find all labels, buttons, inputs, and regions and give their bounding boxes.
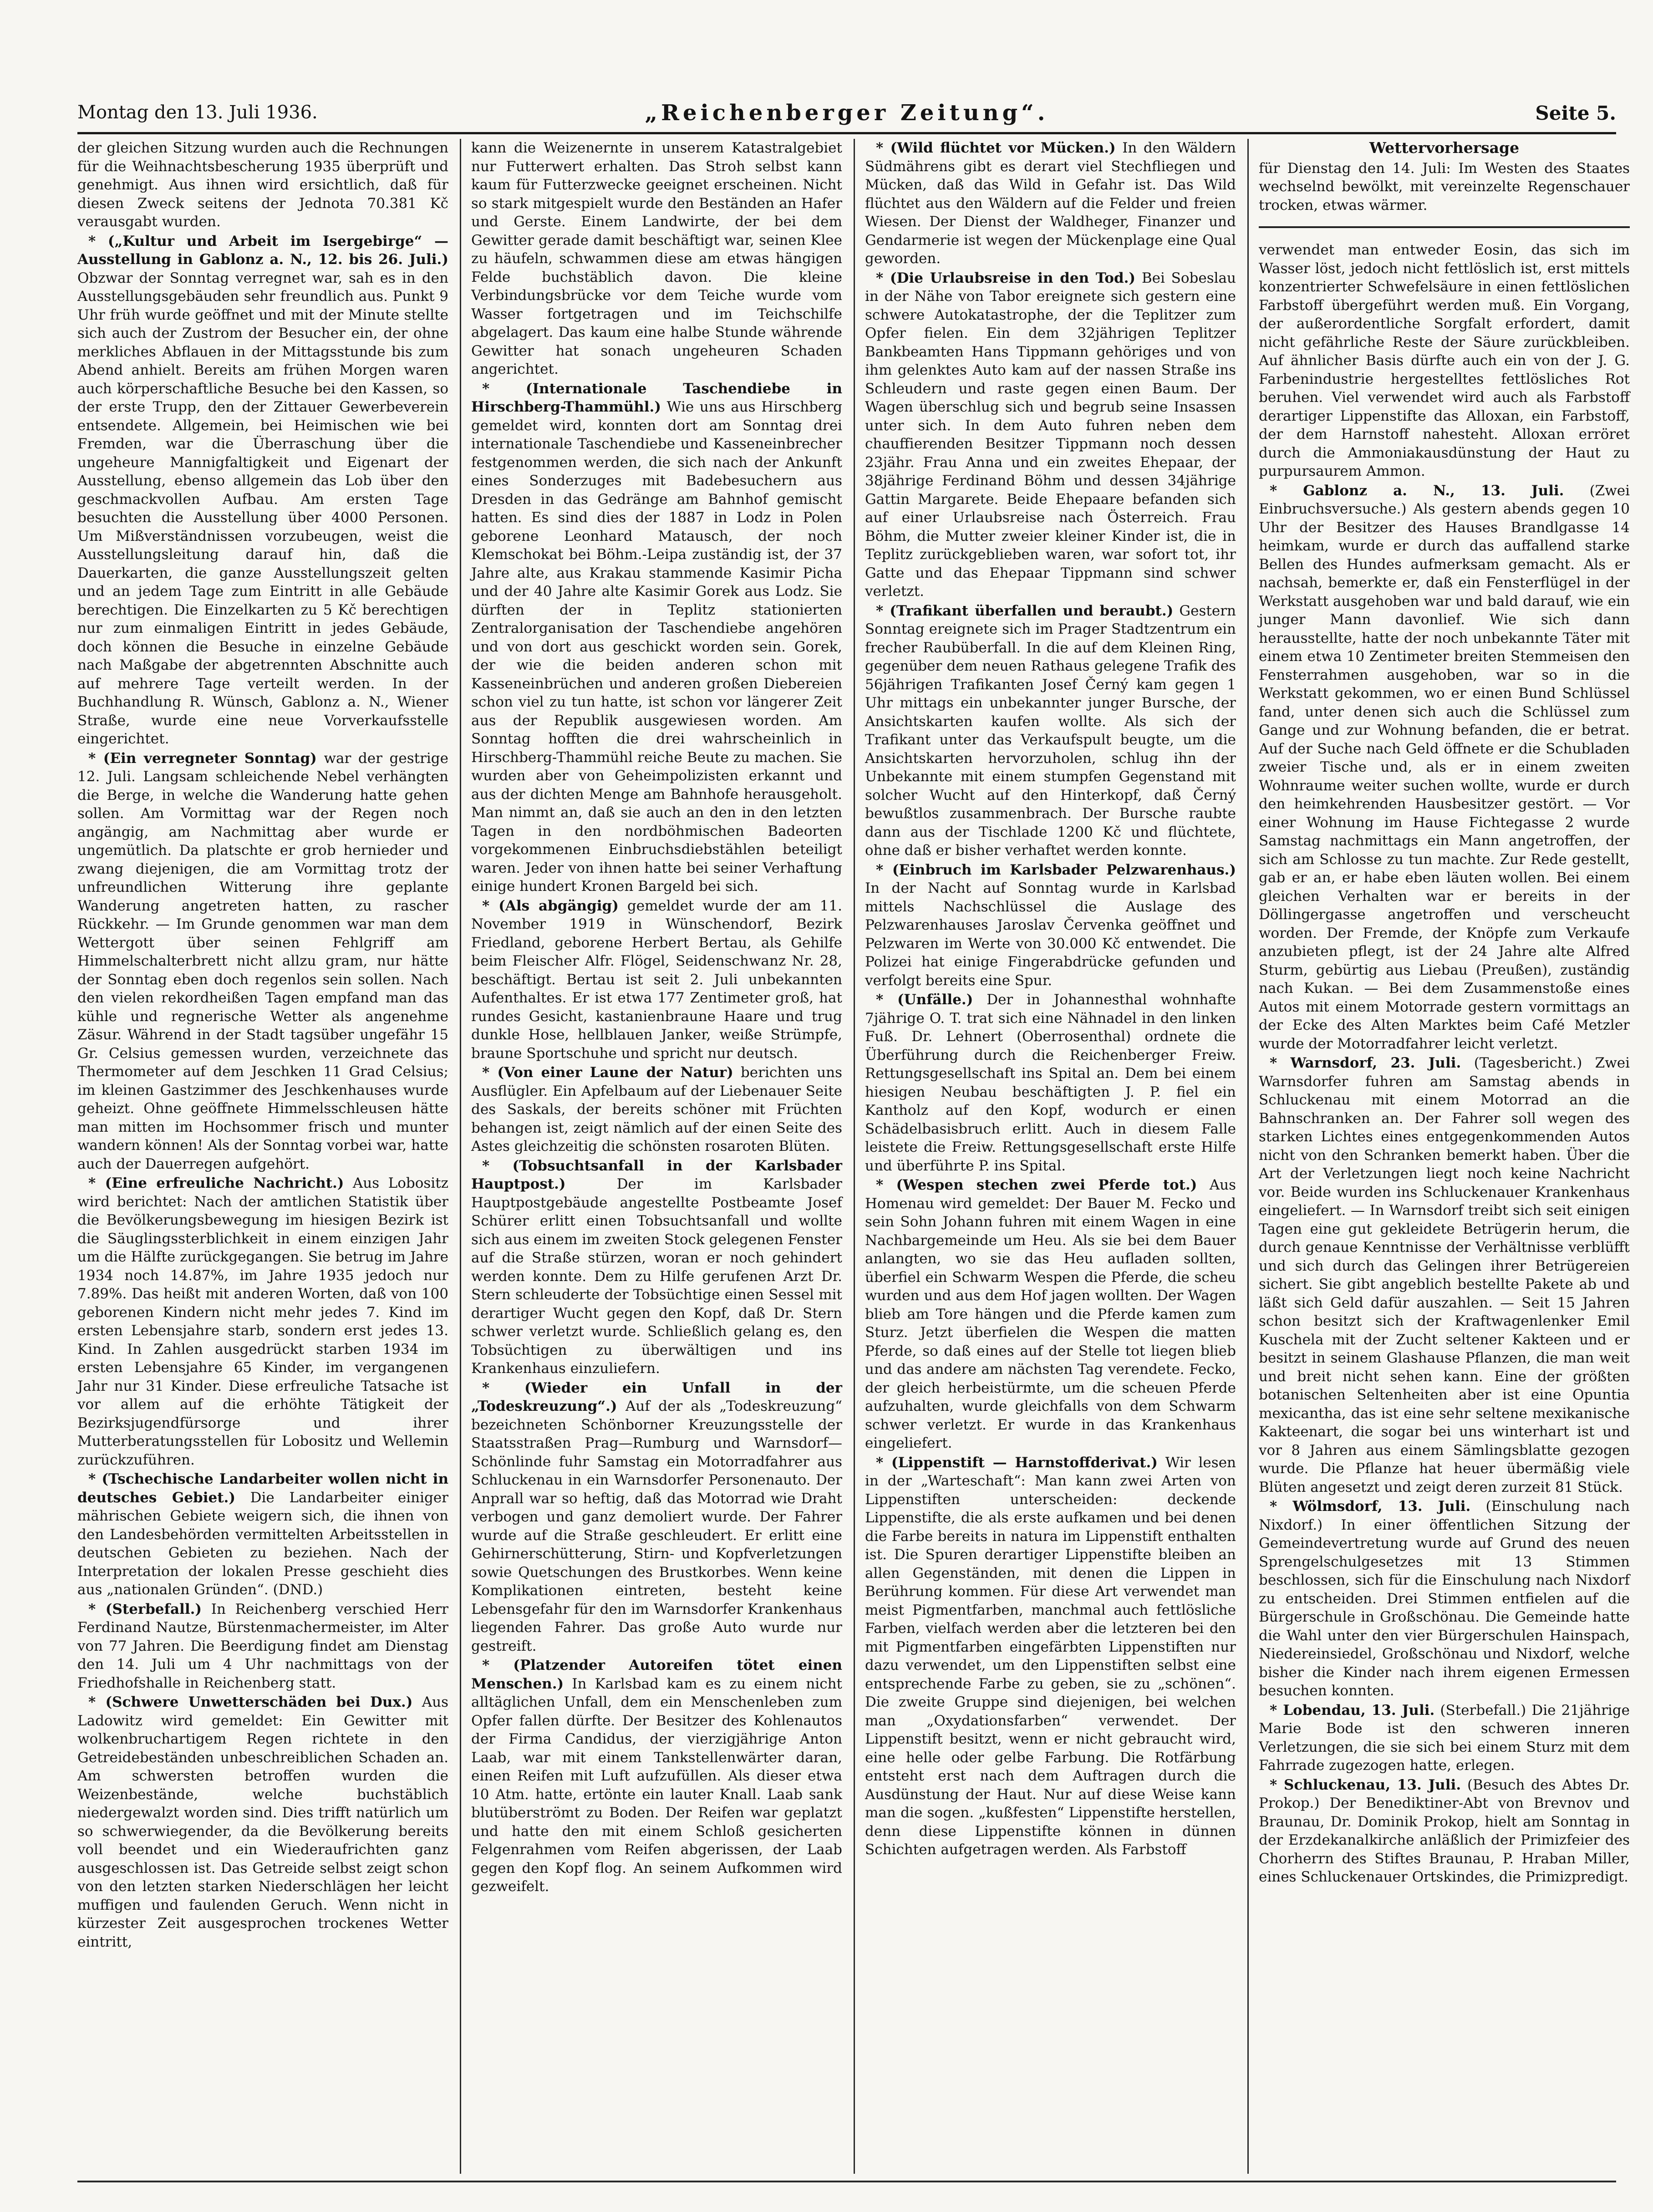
article: [1259, 1776, 1630, 1887]
issue-date: Montag den 13. Juli 1936.: [77, 102, 318, 123]
article-body: (Tagesbericht.) Zwei Warnsdorfer fuhren am Samstag abends in Schluckenau mit einem Motorrad an die Bahnschranken an. Der Fahrer soll wegen des starken Lichtes eines entgegenkommenden Autos nicht von den Schranken bemerkt haben. Über die Art der Verletzungen liegt noch keine Nachricht vor. Beide wurden ins Schluckenauer Krankenhaus eingeliefert. — In Warnsdorf treibt sich seit einigen Tagen eine gut gekleidete Betrügerin herum, die durch genaue Kenntnisse der Verhältnisse verblüfft und sich durch das Gelingen ihrer Betrügereien sichert. Sie gibt angeblich bestellte Pakete ab und läßt sich Geld dafür auszahlen. — Seit 15 Jahren schon besitzt sich der Kraftwagenlenker Emil Kuschela mit der Zucht seltener Kakteen und er besitzt in seinem Glashause Pflanzen, die man weit und breit nicht sehen kann. Eine der größten botanischen Seltenheiten aber ist eine Opuntia mexicantha, das ist eine sehr seltene mexikanische Kakteenart, die sogar bei uns winterhart ist und vor 8 Jahren aus einem Sämlingsblatte gezogen wurde. Die Pflanze hat heuer übermäßig viele Blüten angesetzt und zeigt deren zurzeit 81 Stück.: [1259, 1055, 1630, 1495]
article: [77, 232, 448, 748]
article-body: Aus Lobositz wird berichtet: Nach der amtlichen Statistik über die Bevölkerungsbewegung im hiesigen Bezirk ist die Säuglingssterblichkeit in einem einzigen Jahr um die Hälfte zurückgegangen. Sie betrug im Jahre 1934 noch 14.87%, im Jahre 1935 jedoch nur 7.89%. Das heißt mit anderen Worten, daß von 100 geborenen Kindern nicht mehr jedes 7. Kind im ersten Lebensjahre starb, sondern erst jedes 13. Kind. In Zahlen ausgedrückt starben 1934 im ersten Lebensjahre 65 Kinder, im vergangenen Jahr nur 31 Kinder. Diese erfreuliche Tatsache ist vor allem auf die erhöhte Tätigkeit der Bezirksjugendfürsorge und ihrer Mutterberatungsstellen für Lobositz und Wellemin zurückzuführen.: [77, 1175, 448, 1468]
article-body: In Karlsbad kam es zu einem nicht alltäglichen Unfall, dem ein Menschenleben zum Opfer fallen dürfte. Der Besitzer des Kohlenautos der Firma Candidus, der vierzigjährige Anton Laab, war mit einem Tankstellenwärter daran, einen Reifen mit Luft aufzufüllen. Als dieser etwa 10 Atm. hatte, ertönte ein lauter Knall. Laab sank blutüberströmt zu Boden. Der Reifen war geplatzt und hatte den mit einem Schloß gesicherten Felgenrahmen vom Reifen abgerissen, der Laab gegen den Kopf flog. An seinem Aufkommen wird gezweifelt.: [471, 1675, 842, 1895]
article-body: der gleichen Sitzung wurden auch die Rechnungen für die Weihnachtsbescherung 1935 überprüft und genehmigt. Aus ihnen wird ersichtlich, daß für diesen Zweck seitens der Jednota 70.381 Kč verausgabt wurden.: [77, 140, 448, 230]
article: [471, 1656, 842, 1896]
article: [865, 269, 1236, 601]
article-body: kann die Weizenernte in unserem Katastralgebiet nur Futterwert erhalten. Das Stroh selbst kann kaum für Futterzwecke geeignet erscheinen. Nicht so stark mitgespielt wurde den Beständen an Hafer und Gerste. Einem Landwirte, der bei dem Gewitter gerade damit beschäftigt war, seinen Klee zu häufeln, schwammen diese am etwas hängigen Felde buchstäblich davon. Die kleine Verbindungsbrücke vor dem Teiche wurde vom Wasser fortgetragen und im Teichschilfe abgelagert. Das kaum eine halbe Stunde währende Gewitter hat sonach ungeheuren Schaden angerichtet.: [471, 140, 842, 377]
article-headline: * (Von einer Laune der Natur): [482, 1064, 733, 1081]
column-2: [471, 139, 842, 2174]
article-headline: * (Wild flüchtet vor Mücken.): [876, 140, 1116, 156]
weather-forecast-text: für Dienstag den 14. Juli: Im Westen des Staates wechselnd bewölkt, mit vereinzelte Regenschauer trocken, etwas wärmer.: [1259, 160, 1630, 214]
article: [865, 139, 1236, 268]
article-body: Wir lesen in der „Warteschaft“: Man kann zwei Arten von Lippenstiften unterscheiden: deckende Lippenstifte, die als erste aufkamen und bei denen die Farbe bereits in natura im Lippenstift enthalten ist. Die Spuren derartiger Lippenstifte bleiben an allen Gegenständen, mit denen die Lippen in Berührung kommen. Für diese Art verwendet man meist Pigmentfarben, manchmal auch fettlösliche Farben, vielfach werden aber die letzteren bei den mit Pigmentfarben eingefärbten Lippenstiften nur dazu verwendet, um den Lippenstiften selbst eine entsprechende Farbe zu geben, sie zu „schönen“. Die zweite Gruppe sind diejenigen, bei welchen man „Oxydationsfarben“ verwendet. Der Lippenstift besitzt, wenn er nicht gebraucht wird, eine helle oder gelbe Farbung. Die Rotfärbung entsteht erst nach dem Auftragen durch die Ausdünstung der Haut. Nur auf diese Weise kann man die sogen. „kußfesten“ Lippenstifte herstellen, denn diese Lippenstifte können in dünnen Schichten aufgetragen werden. Als Farbstoff: [865, 1454, 1236, 1858]
article: [77, 1470, 448, 1599]
article-headline: * (Platzender Autoreifen tötet einen Menschen.): [471, 1657, 842, 1692]
article-headline: * (Die Urlaubsreise in den Tod.): [876, 270, 1136, 286]
article-headline: * (Sterbefall.): [88, 1601, 202, 1617]
article-headline: * Warnsdorf, 23. Juli.: [1270, 1055, 1461, 1071]
article-body: Bei Sobeslau in der Nähe von Tabor ereignete sich gestern eine schwere Autokatastrophe, der die Teplitzer zum Opfer fielen. Ein dem 32jährigen Teplitzer Bankbeamten Hans Tippmann gehöriges und von ihm gelenktes Auto kam auf der nassen Straße ins Schleudern und raste gegen einen Baum. Der Wagen überschlug sich und begrub seine Insassen unter sich. In dem Auto fuhren neben dem chauffierenden Besitzer Tippmann noch dessen 23jähr. Frau Anna und ein zweites Ehepaar, der 38jährige Ferdinand Böhm und dessen 34jährige Gattin Margarete. Beide Ehepaare befanden sich auf einer Urlaubsreise nach Österreich. Frau Böhm, die Mutter zweier kleiner Kinder ist, die in Teplitz zurückgeblieben waren, war sofort tot, ihr Gatte und das Ehepaar Tippmann sind schwer verletzt.: [865, 270, 1236, 600]
column-4: [1259, 139, 1630, 2174]
article-body: (Zwei Einbruchsversuche.) Als gestern abends gegen 10 Uhr der Besitzer des Hauses Brandlgasse 14 heimkam, wurde er durch das auffallend starke Bellen des Hundes aufmerksam gemacht. Als er nachsah, bemerkte er, daß ein Fensterflügel in der Werkstatt ausgehoben war und bald darauf, wie ein junger Mann davonlief. Wie sich dann herausstellte, hatte der noch unbekannte Täter mit einem etwa 10 Zentimeter breiten Stemmeisen den Fensterrahmen ausgehoben, war so in die Werkstatt gekommen, wo er einen Bund Schlüssel fand, unter denen sich auch die Schlüssel zum Gange und zur Wohnung befanden, die er betrat. Auf der Suche nach Geld öffnete er die Schubladen zweier Tische und, als er in einem zweiten Wohnraume weiter suchen wollte, wurde er durch den heimkehrenden Hausbesitzer gestört. — Vor einer Wohnung im Hause Fichtegasse 2 wurde Samstag nachmittags ein Mann angetroffen, der sich am Schlosse zu tun machte. Zur Rede gestellt, gab er an, er habe eben läuten wollen. Bei einem gleichen Verhalten war er bereits in der Döllingergasse angetroffen und verscheucht worden. Der Fremde, der Knöpfe zum Verkaufe anzubieten pflegt, ist der 24 Jahre alte Alfred Sturm, gebürtig aus Liebau (Preußen), zuständig nach Kukan. — Bei dem Zusammenstoße eines Autos mit einem Motorrade gestern vormittags an der Ecke des Alten Marktes beim Café Metzler wurde der Motorradfahrer leicht verletzt.: [1259, 482, 1630, 1052]
article-body: Der in Johannesthal wohnhafte 7jährige O. T. trat sich eine Nähnadel in den linken Fuß. Dr. Lehnert (Oberrosenthal) ordnete die Überführung durch die Reichenberger Freiw. Rettungsgesellschaft ins Spital an. Dem bei einem hiesigen Neubau beschäftigten J. P. fiel ein Kantholz auf den Kopf, wodurch er einen Schädelbasisbruch erlitt. Auch in diesem Falle leistete die Freiw. Rettungsgesellschaft erste Hilfe und überführte P. ins Spital.: [865, 992, 1236, 1174]
bottom-rule: [77, 2181, 1616, 2182]
article: [865, 991, 1236, 1175]
article-body: (Einschulung nach Nixdorf.) In einer öffentlichen Sitzung der Gemeindevertretung wurde auf Grund des neuen Sprengelschulgesetzes mit 13 Stimmen beschlossen, sich für die Einschulung nach Nixdorf zu entscheiden. Drei Stimmen entfielen auf die Bürgerschule in Großschönau. Die Gemeinde hatte die Wahl unter den vier Bürgerschulen Hainspach, Niedereinsiedel, Großschönau und Nixdorf, welche bisher die Kinder nach ihrem eigenen Ermessen besuchen konnten.: [1259, 1498, 1630, 1699]
article: [1259, 482, 1630, 1053]
running-head: [77, 100, 1616, 134]
article-headline: * (Einbruch im Karlsbader Pelzwarenhaus.): [876, 861, 1236, 878]
article: [471, 380, 842, 896]
article-headline: * (Internationale Taschendiebe in Hirschberg-Thammühl.): [471, 380, 842, 415]
article-headline: * (Ein verregneter Sonntag): [88, 750, 317, 767]
article-headline: * Wölmsdorf, 13. Juli.: [1270, 1498, 1471, 1515]
article-headline: * (Lippenstift — Harnstoffderivat.): [876, 1454, 1158, 1471]
article-headline: * (Eine erfreuliche Nachricht.): [88, 1175, 344, 1191]
article: [1259, 1701, 1630, 1775]
article: [865, 1454, 1236, 1859]
column-rule: [854, 139, 855, 2174]
article-headline: * Gablonz a. N., 13. Juli.: [1270, 482, 1564, 499]
article-body: Die Landarbeiter einiger mährischen Gebiete weigern sich, die ihnen von den Landesbehörden vermittelten Arbeitsstellen in deutschen Gebieten zu beziehen. Nach der Interpretation der lokalen Presse geschieht dies aus „nationalen Gründen“. (DND.): [77, 1489, 448, 1598]
article: [1259, 1497, 1630, 1700]
article-headline: * Lobendau, 13. Juli.: [1270, 1702, 1435, 1719]
article: [1259, 1054, 1630, 1496]
article: [471, 139, 842, 379]
article-body: verwendet man entweder Eosin, das sich im Wasser löst, jedoch nicht fettlöslich ist, erst mittels konzentrierter Schwefelsäure in einen fettlöslichen Farbstoff übergeführt werden muß. Ein Vorgang, der außerordentliche Sorgfalt erfordert, damit nicht gefährliche Reste der Säure zurückbleiben. Auf ähnlicher Basis dürfte auch ein von der J. G. Farbenindustrie hergestelltes fettlösliches Rot beruhen. Viel verwendet wird auch als Farbstoff derartiger Lippenstifte das Alloxan, ein Farbstoff, der dem Harnstoff nahesteht. Alloxan erröret durch die Ammoniakausdünstung der Haut zu purpursaurem Ammon.: [1259, 242, 1630, 479]
column-1: [77, 139, 448, 2174]
article-headline: * (Als abgängig): [482, 897, 619, 914]
article-columns: [77, 139, 1630, 2174]
article: [471, 1379, 842, 1656]
article: [77, 139, 448, 231]
article-body: Gestern Sonntag ereignete sich im Prager Stadtzentrum ein frecher Raubüberfall. In die auf dem Kleinen Ring, gegenüber dem neuen Rathaus gelegene Trafik des 56jährigen Trafikanten Josef Černý kam gegen 1 Uhr mittags ein unbekannter junger Bursche, der Ansichtskarten kaufen wollte. Als sich der Trafikant unter das Verkaufspult beugte, um die Ansichtskarten hervorzuholen, schlug ihn der Unbekannte mit einem stumpfen Gegenstand mit solcher Wucht auf den Hinterkopf, daß Černý bewußtlos zusammenbrach. Der Bursche raubte dann aus der Tischlade 1200 Kč und flüchtete, ohne daß er bisher verhaftet werden konnte.: [865, 602, 1236, 859]
article: [865, 861, 1236, 990]
article-headline: * (Wieder ein Unfall in der „Todeskreuzung“.): [471, 1379, 842, 1414]
article-body: war der gestrige 12. Juli. Langsam schleichende Nebel verhängten die Berge, in welche die Wanderung hatte gehen sollen. Am Vormittag war der Regen noch angängig, am Nachmittag aber wurde er ungemütlich. Da platschte er grob hernieder und zwang diejenigen, die am Vormittag trotz der unfreundlichen Witterung ihre geplante Wanderung angetreten hatten, zu rascher Rückkehr. — Im Grunde genommen war man dem Wettergott über seinen Fehlgriff am Himmelschalterbrett nicht allzu gram, nur hätte der Sonntag eben doch regenlos sein sollen. Nach den vielen rekordheißen Tagen empfand man das kühle und regnerische Wetter als angenehme Zäsur. Während in der Stadt tagsüber ungefähr 15 Gr. Celsius gemessen wurden, verzeichnete das Thermometer auf dem Jeschken 11 Grad Celsius; im kleinen Gastzimmer des Jeschkenhauses wurde geheizt. Ohne geöffnete Himmelsschleusen hätte man mitten im Hochsommer frisch und munter wandern können! Als der Sonntag vorbei war, hatte auch der Dauerregen aufgehört.: [77, 750, 448, 1172]
article-body: gemeldet wurde der am 11. November 1919 in Wünschendorf, Bezirk Friedland, geborene Herbert Bertau, als Gehilfe beim Fleischer Alfr. Flögel, Seidenschwanz Nr. 28, beschäftigt. Bertau ist seit 2. Juli unbekannten Aufenthaltes. Er ist etwa 177 Zentimeter groß, hat rundes Gesicht, kastanienbraune Haare und trug dunkle Hose, hellblauen Janker, weiße Strümpfe, braune Sportschuhe und spricht nur deutsch.: [471, 897, 843, 1062]
article-body: Auf der als „Todeskreuzung“ bezeichneten Schönborner Kreuzungsstelle der Staatsstraßen Prag—Rumburg und Warnsdorf—Schönlinde fuhr Samstag ein Motorradfahrer aus Schluckenau in ein Warnsdorfer Personenauto. Der Anprall war so heftig, daß das Motorrad wie Draht verbogen und ganz demoliert wurde. Der Fahrer wurde auf die Straße geschleudert. Er erlitt eine Gehirnerschütterung, Stirn- und Kopfverletzungen sowie Quetschungen des Brustkorbes. Wenn keine Komplikationen eintreten, besteht keine Lebensgefahr für den im Warnsdorfer Krankenhaus liegenden Fahrer. Das große Auto wurde nur gestreift.: [471, 1398, 843, 1654]
article-headline: * (Trafikant überfallen und beraubt.): [876, 602, 1174, 619]
article-headline: * (Wespen stechen zwei Pferde tot.): [876, 1177, 1197, 1193]
article-body: Obzwar der Sonntag verregnet war, sah es in den Ausstellungsgebäuden sehr freundlich aus. Punkt 9 Uhr früh wurde geöffnet und mit der Minute stellte sich auch der Zustrom der Besucher ein, der ohne merkliches Abflauen in der Mittagsstunde bis zum Abend anhielt. Bereits am frühen Morgen waren auch körperschaftliche Besuche bei den Kassen, so der erste Trupp, den der Zittauer Gewerbeverein entsendete. Allgemein, bei Heimischen wie bei Fremden, war die Überraschung über die ungeheure Mannigfaltigkeit und Eigenart der Ausstellung, ebenso allgemein das Lob über den geschmackvollen Aufbau. Am ersten Tage besuchten die Ausstellung über 4000 Personen. Um Mißverständnissen vorzubeugen, weist die Ausstellungsleitung darauf hin, daß die Dauerkarten, die ganze Ausstellungszeit gelten und an jedem Tage zum Eintritt in alle Gebäude berechtigen. Die Einzelkarten zu 5 Kč berechtigen nur zum einmaligen Eintritt in jedes Gebäude, doch können die Besuche in einzelne Gebäude nach Maßgabe der abgetrennten Abschnitte auch auf mehrere Tage verteilt werden. In der Buchhandlung R. Wünsch, Gablonz a. N., Wiener Straße, wurde eine neue Vorverkaufsstelle eingerichtet.: [77, 270, 448, 747]
article-body: In Reichenberg verschied Herr Ferdinand Nautze, Bürstenmachermeister, im Alter von 77 Jahren. Die Beerdigung findet am Dienstag den 14. Juli um 4 Uhr nachmittags von der Friedhofshalle in Reichenberg statt.: [77, 1601, 448, 1691]
article-body: (Besuch des Abtes Dr. Prokop.) Der Benediktiner-Abt von Brevnov und Braunau, Dr. Dominik Prokop, hielt am Sonntag in der Erzdekanalkirche anläßlich der Primizfeier des Chorherrn des Stiftes Braunau, P. Hraban Miller, eines Schluckenauer Ortskindes, die Primizpredigt.: [1259, 1776, 1630, 1885]
column-rule: [460, 139, 461, 2174]
article: [77, 1600, 448, 1693]
column-3: [865, 139, 1236, 2174]
article-body: In der Nacht auf Sonntag wurde in Karlsbad mittels Nachschlüssel die Auslage des Pelzwarenhauses Jaroslav Červenka geöffnet und Pelzwaren im Werte von 30.000 Kč entwendet. Die Polizei hat einige Fingerabdrücke gefunden und verfolgt bereits eine Spur.: [865, 880, 1236, 989]
article: [865, 602, 1236, 860]
article-headline: * Schluckenau, 13. Juli.: [1270, 1776, 1461, 1793]
article: [471, 1157, 842, 1378]
weather-forecast-title: Wettervorhersage: [1369, 139, 1520, 157]
article-headline: * (Schwere Unwetterschäden bei Dux.): [88, 1694, 413, 1710]
column-rule: [1247, 139, 1249, 2174]
article-body: berichten uns Ausflügler. Ein Apfelbaum auf der Liebenauer Seite des Saskals, der bereits schöner mit Früchten behangen ist, zeigt nämlich auf der einen Seite des Astes gleichzeitig die schönsten rosaroten Blüten.: [471, 1064, 843, 1154]
newspaper-title: „Reichenberger Zeitung“.: [645, 100, 1049, 126]
article: [77, 1174, 448, 1469]
weather-forecast: [1259, 139, 1630, 228]
article: [1259, 241, 1630, 481]
article-body: Aus Ladowitz wird gemeldet: Ein Gewitter mit wolkenbruchartigem Regen richtete in den Getreidebeständen unbeschreiblichen Schaden an. Am schwersten betroffen wurden die Weizenbestände, welche buchstäblich niedergewalzt worden sind. Dies trifft natürlich um so schwerwiegender, da die Bevölkerung bereits voll beendet und ein Wiederaufrichten ganz ausgeschlossen ist. Das Getreide selbst zeigt schon von den letzten starken Niederschlägen her leicht muffigen und faulenden Geruch. Wenn nicht in kürzester Zeit ausgesprochen trockenes Wetter eintritt,: [77, 1694, 449, 1950]
page-number: Seite 5.: [1535, 102, 1616, 124]
article: [865, 1176, 1236, 1453]
article: [77, 1693, 448, 1951]
article-body: (Sterbefall.) Die 21jährige Marie Bode ist den schweren inneren Verletzungen, die sie sich bei einem Sturz mit dem Fahrrade zugezogen hatte, erlegen.: [1259, 1702, 1630, 1774]
article: [471, 897, 842, 1063]
article-body: In den Wäldern Südmährens gibt es derart viel Stechfliegen und Mücken, daß das Wild in Gefahr ist. Das Wild flüchtet aus den Wäldern auf die Felder und freien Wiesen. Der Dienst der Waldheger, Finanzer und Gendarmerie ist wegen der Mückenplage eine Qual geworden.: [865, 140, 1236, 267]
article-headline: * (Tschechische Landarbeiter wollen nicht in deutsches Gebiet.): [77, 1471, 448, 1506]
article-body: Der im Karlsbader Hauptpostgebäude angestellte Postbeamte Josef Schürer erlitt einen Tobsuchtsanfall und wollte sich aus einem im zweiten Stock gelegenen Fenster auf die Straße stürzen, woran er noch gehindert werden konnte. Dem zu Hilfe gerufenen Arzt Dr. Stern schleuderte der Tobsüchtige einen Sessel mit derartiger Wucht gegen den Kopf, daß Dr. Stern schwer verletzt wurde. Schließlich gelang es, den Tobsüchtigen zu überwältigen und ins Krankenhaus einzuliefern.: [471, 1176, 842, 1377]
article-headline: * (Unfälle.): [876, 992, 973, 1008]
article-headline: * („Kultur und Arbeit im Isergebirge“ — Ausstellung in Gablonz a. N., 12. bis 26. Juli.): [77, 233, 448, 268]
article-body: Aus Homenau wird gemeldet: Der Bauer M. Fecko und sein Sohn Johann fuhren mit einem Wagen in eine Nachbargemeinde um Heu. Als sie bei dem Bauer anlangten, wo sie das Heu aufladen sollten, überfiel ein Schwarm Wespen die Pferde, die scheu wurden und aus dem Hof jagen wollten. Der Wagen blieb am Tore hängen und die Pferde kamen zum Sturz. Jetzt überfielen die Wespen die matten Pferde, so daß eines auf der Stelle tot liegen blieb und das andere am nächsten Tag verendete. Fecko, der gleich herbeistürmte, um die scheuen Pferde aufzuhalten, wurde gleichfalls von dem Schwarm schwer verletzt. Er wurde in das Krankenhaus eingeliefert.: [865, 1177, 1236, 1451]
article: [471, 1063, 842, 1156]
article: [77, 749, 448, 1174]
article-body: Wie uns aus Hirschberg gemeldet wird, konnten dort am Sonntag drei internationale Taschendiebe und Kasseneinbrecher festgenommen werden, die sich nach der Ankunft eines Sonderzuges mit Badebesuchern aus Dresden in das Gedränge am Bahnhof gemischt hatten. Es sind dies der 1887 in Lodz in Polen geborene Leonhard Matausch, der noch Klemschokat bei Böhm.-Leipa zuständig ist, der 37 Jahre alte, aus Krakau stammende Kasimir Picha und der 40 Jahre alte Kasimir Gorek aus Lodz. Sie dürften der in Teplitz stationierten Zentralorganisation der Taschendiebe angehören und von dort aus geschickt worden sein. Gorek, der wie die beiden anderen schon mit Kasseneinbrüchen und anderen großen Diebereien schon viel zu tun hatte, ist schon vor längerer Zeit aus der Republik ausgewiesen worden. Am Sonntag hofften die drei wahrscheinlich in Hirschberg-Thammühl reiche Beute zu machen. Sie wurden aber von Geheimpolizisten erkannt und aus der dichten Menge am Bahnhofe herausgeholt. Man nimmt an, daß sie auch an den in den letzten Tagen in den nordböhmischen Badeorten vorgekommenen Einbruchsdiebstählen beteiligt waren. Jeder von ihnen hatte bei seiner Verhaftung einige hundert Kronen Bargeld bei sich.: [471, 399, 842, 895]
article-headline: * (Tobsuchtsanfall in der Karlsbader Hauptpost.): [471, 1157, 842, 1192]
